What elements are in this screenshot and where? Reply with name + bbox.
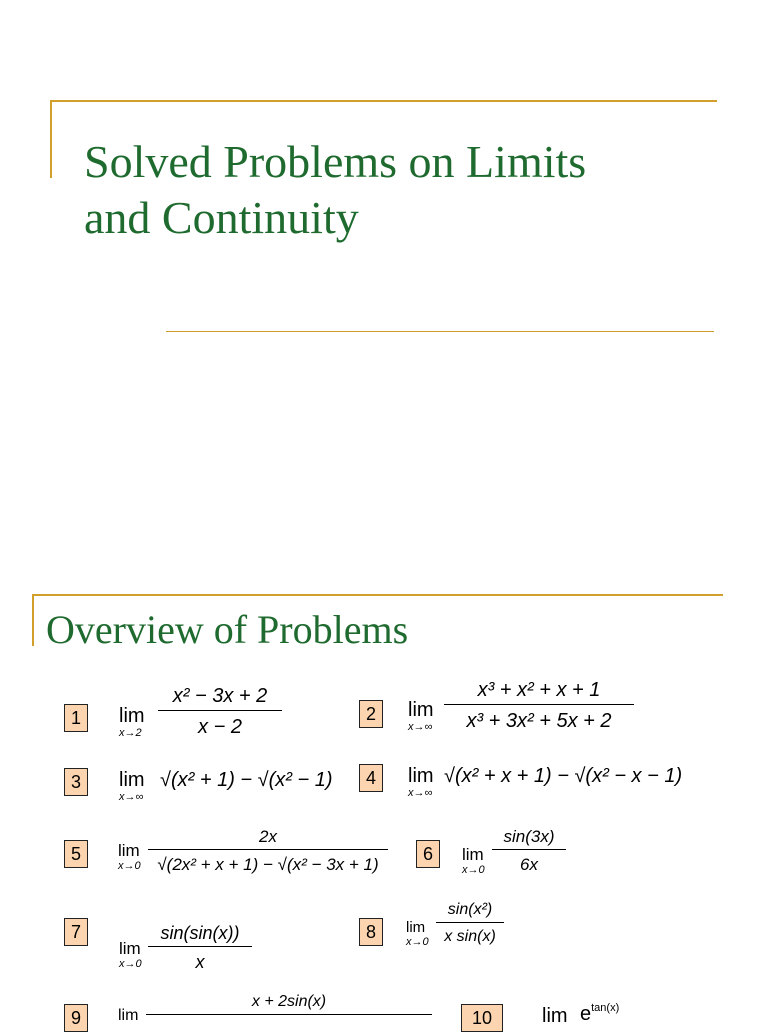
- problem-5-fraction: 2x √(2x² + x + 1) − √(x² − 3x + 1): [148, 828, 388, 873]
- problem-10-badge: 10: [461, 1004, 503, 1032]
- problem-9-badge: 9: [64, 1004, 88, 1032]
- problem-1-badge: 1: [64, 704, 88, 732]
- problem-8-limit: lim x→0: [406, 919, 429, 948]
- problem-2-badge: 2: [359, 700, 383, 728]
- problem-6-fraction: sin(3x) 6x: [492, 828, 566, 873]
- problem-4-badge: 4: [359, 764, 383, 792]
- problem-9-limit: lim: [118, 1007, 139, 1024]
- problem-8-badge: 8: [359, 918, 383, 946]
- problem-6-limit: lim x→0: [462, 845, 485, 876]
- problem-7-fraction: sin(sin(x)) x: [148, 924, 252, 971]
- problem-6-badge: 6: [416, 840, 440, 868]
- overview-title: Overview of Problems: [46, 607, 409, 652]
- slide-2-top-rule: [32, 594, 723, 596]
- slide-title-line-2: and Continuity: [84, 192, 359, 244]
- problem-4-expression: √(x² + x + 1) − √(x² − x − 1): [444, 765, 683, 787]
- problem-2-fraction: x³ + x² + x + 1 x³ + 3x² + 5x + 2: [444, 680, 634, 731]
- problem-8-fraction: sin(x²) x sin(x): [436, 902, 504, 945]
- problem-2-limit: lim x→∞: [408, 699, 434, 733]
- slide-2-left-rule: [32, 594, 34, 646]
- problem-7-badge: 7: [64, 918, 88, 946]
- problem-3-badge: 3: [64, 768, 88, 796]
- problem-4-limit: lim x→∞: [408, 765, 434, 799]
- top-rule: [50, 100, 717, 102]
- slide-title: [84, 134, 724, 246]
- problem-5-badge: 5: [64, 840, 88, 868]
- problem-10-limit: lim: [542, 1005, 568, 1027]
- problem-1-limit: lim x→2: [119, 705, 145, 739]
- problem-1-fraction: x² − 3x + 2 x − 2: [158, 686, 282, 737]
- problem-9-fraction: x + 2sin(x): [146, 994, 432, 1021]
- problem-7-limit: lim x→0: [119, 939, 142, 970]
- bottom-rule: [166, 331, 714, 332]
- problem-3-limit: lim x→∞: [119, 769, 145, 803]
- problem-10-expression: $e^{tan(x)}$: [580, 1002, 620, 1025]
- problem-3-expression: √(x² + 1) − √(x² − 1): [160, 769, 333, 791]
- slide-title-line-1: Solved Problems on Limits: [84, 136, 587, 187]
- problem-5-limit: lim x→0: [118, 841, 141, 872]
- left-rule: [50, 100, 52, 178]
